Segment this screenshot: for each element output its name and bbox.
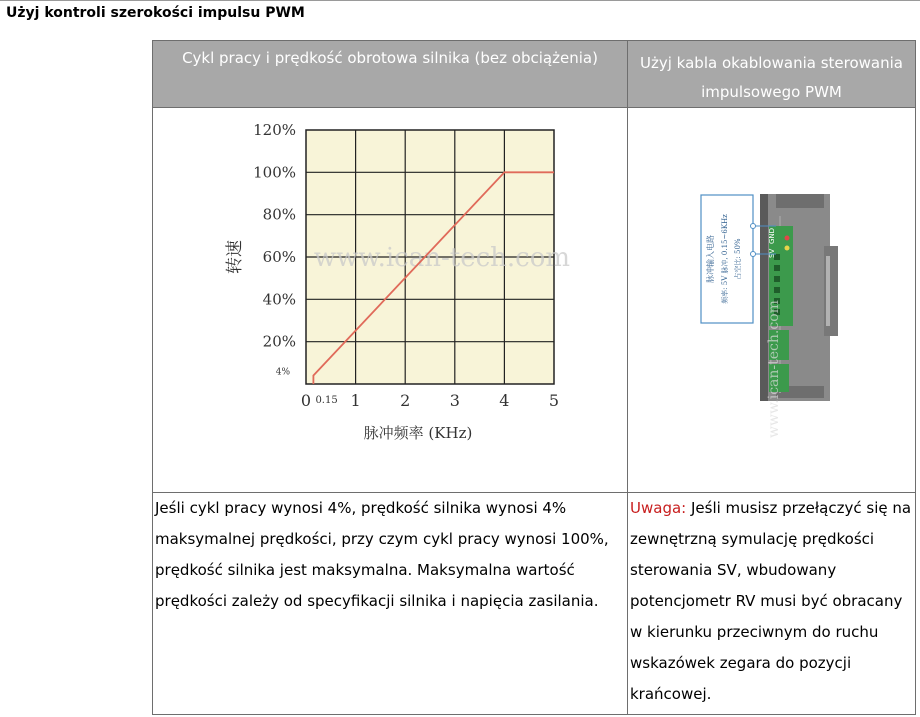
label-node-top [751, 224, 756, 229]
y-tick-label: 100% [253, 163, 296, 182]
terminal-screw [774, 276, 780, 282]
y-tick-label: 20% [262, 332, 296, 351]
speed-chart [153, 108, 628, 492]
warning-label: Uwaga: [630, 499, 687, 517]
x-tick-label-extra: 0.15 [315, 395, 338, 406]
col1-header-cell [153, 41, 628, 108]
warning-text: Jeśli musisz przełączyć się na zewnętrzną symulację prędkości sterowania SV, wbudowany potencjometr RV musi być obracany w kierunku przeciwnym do ruchu wskazówek zegara do pozycji krańcowej. [630, 499, 912, 703]
terminal-label-sv: SV [768, 248, 776, 258]
driver-photo [628, 108, 916, 492]
terminal-label-gnd: GND [768, 227, 776, 244]
page-title: Użyj kontroli szerokości impulsu PWM [6, 5, 305, 21]
label-caption: 脉冲输入电路 [706, 235, 715, 283]
x-tick-label: 1 [350, 391, 361, 410]
chart-cell [153, 108, 628, 493]
x-tick-label: 5 [548, 391, 560, 410]
photo-watermark: www.ican-tech.com [766, 300, 782, 438]
col2-text-cell [628, 493, 916, 715]
title-bar [0, 0, 920, 27]
spec-table [152, 40, 916, 715]
x-tick-label: 4 [499, 391, 510, 410]
y-tick-label: 60% [262, 248, 296, 266]
terminal-screw [774, 287, 780, 293]
label-duty: 占空比: 50% [734, 238, 742, 280]
y-axis-label: 转速 [225, 240, 245, 274]
x-tick-label: 2 [400, 391, 411, 410]
col2-header-cell [628, 41, 916, 108]
driver-rail-slot [826, 256, 830, 326]
label-spec: 频率: 5V 脉冲, 0.15~6KHz [721, 214, 729, 304]
col2-header: Użyj kabla okablowania sterowania impulsowego PWM [640, 54, 903, 101]
label-node-bottom [751, 252, 756, 257]
x-axis-label: 脉冲频率 (KHz) [363, 424, 473, 442]
x-tick-label: 3 [449, 391, 460, 410]
led-red [785, 236, 790, 241]
x-tick-label: 0 [300, 391, 312, 410]
driver-top-bracket [776, 194, 824, 208]
led-yellow [785, 246, 790, 251]
chart-watermark: www.ican-tech.com [313, 243, 571, 273]
photo-cell [628, 108, 916, 493]
col1-description: Jeśli cykl pracy wynosi 4%, prędkość silnika wynosi 4% maksymalnej prędkości, przy czym cykl pracy wynosi 100%, prędkość silnika jest maksymalna. Maksymalna wartość prędkości zależy od specyfikacji silnika i napięcia zasilania. [155, 499, 609, 610]
y-tick-label: 80% [262, 205, 296, 224]
col1-header: Cykl pracy i prędkość obrotowa silnika (bez obciążenia) [182, 49, 598, 67]
y-tick-label: 40% [262, 290, 296, 309]
y-tick-label: 120% [253, 121, 296, 139]
terminal-screw [774, 265, 780, 271]
y-tick-label-extra: 4% [275, 367, 290, 378]
col1-text-cell [153, 493, 628, 715]
